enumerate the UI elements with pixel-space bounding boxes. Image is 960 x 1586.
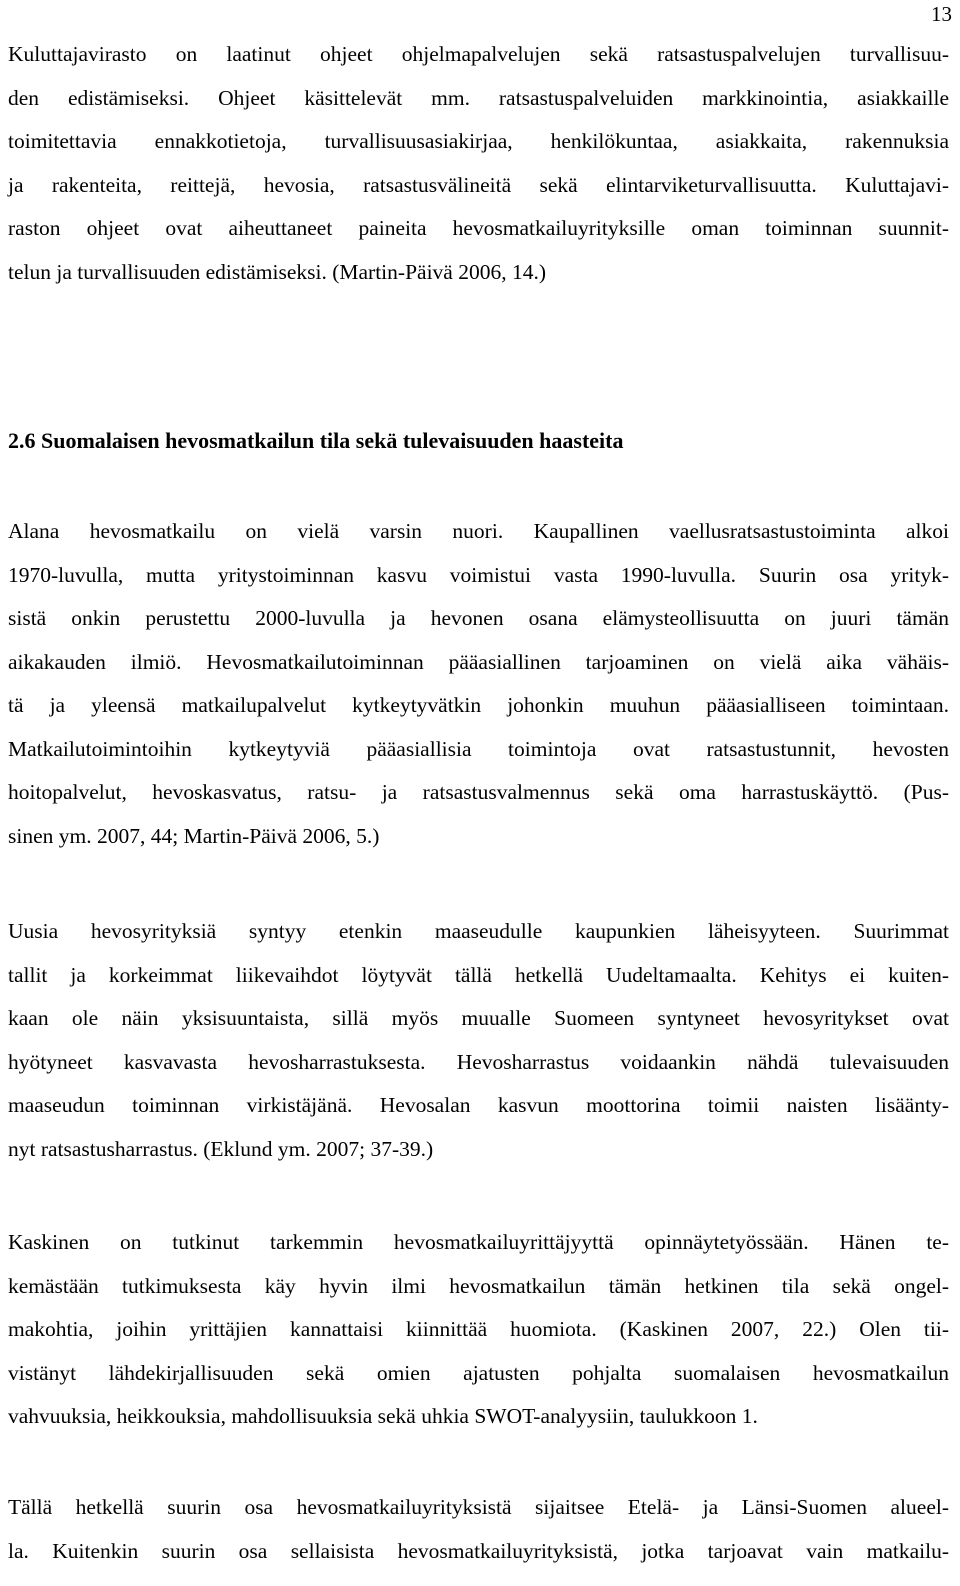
text-line: den edistämiseksi. Ohjeet käsittelevät mm. ratsastuspalveluiden markkinointia, asiakkaille: [8, 85, 949, 110]
text-line: Kaskinen on tutkinut tarkemmin hevosmatkailuyrittäjyyttä opinnäytetyössään. Hänen te-: [8, 1230, 949, 1254]
text-line: hoitopalvelut, hevoskasvatus, ratsu- ja ratsastusvalmennus sekä oma harrastuskäyttö. (Pus-: [8, 780, 949, 804]
text-line: tä ja yleensä matkailupalvelut kytkeytyvätkin johonkin muuhun pääasialliseen toimintaan.: [8, 693, 949, 717]
text-line: ja rakenteita, reittejä, hevosia, ratsastusvälineitä sekä elintarviketurvallisuutta. Kuluttajavi-: [8, 172, 949, 197]
text-line: makohtia, joihin yrittäjien kannattaisi kiinnittää huomiota. (Kaskinen 2007, 22.) Olen tii-: [8, 1317, 949, 1341]
text-line: vahvuuksia, heikkouksia, mahdollisuuksia sekä uhkia SWOT-analyysiin, taulukkoon 1.: [8, 1404, 758, 1428]
text-line: Alana hevosmatkailu on vielä varsin nuori. Kaupallinen vaellusratsastustoiminta alkoi: [8, 519, 949, 543]
text-line: kemästään tutkimuksesta käy hyvin ilmi hevosmatkailun tämän hetkinen tila sekä ongel-: [8, 1273, 949, 1298]
text-line: Uusia hevosyrityksiä syntyy etenkin maaseudulle kaupunkien läheisyyteen. Suurimmat: [8, 919, 949, 943]
paragraph-5: [8, 1486, 949, 1573]
text-line: aikakauden ilmiö. Hevosmatkailutoiminnan pääasiallinen tarjoaminen on vielä aika vähäis-: [8, 649, 949, 674]
text-line: Kuluttajavirasto on laatinut ohjeet ohjelmapalvelujen sekä ratsastuspalvelujen turvallisuu-: [8, 42, 949, 66]
text-line: Tällä hetkellä suurin osa hevosmatkailuyrityksistä sijaitsee Etelä- ja Länsi-Suomen alueel-: [8, 1495, 949, 1519]
text-line: maaseudun toiminnan virkistäjänä. Hevosalan kasvun moottorina toimii naisten lisäänty-: [8, 1093, 949, 1117]
text-line: sinen ym. 2007, 44; Martin-Päivä 2006, 5.): [8, 823, 380, 848]
text-line: sistä onkin perustettu 2000-luvulla ja hevonen osana elämysteollisuutta on juuri tämän: [8, 606, 949, 630]
paragraph-2: [8, 510, 949, 858]
page-number: 13: [931, 2, 952, 26]
text-line: nyt ratsastusharrastus. (Eklund ym. 2007; 37-39.): [8, 1136, 434, 1161]
text-line: kaan ole näin yksisuuntaista, sillä myös muualle Suomeen syntyneet hevosyritykset ovat: [8, 1006, 949, 1030]
text-line: vistänyt lähdekirjallisuuden sekä omien ajatusten pohjalta suomalaisen hevosmatkailun: [8, 1360, 949, 1385]
text-line: la. Kuitenkin suurin osa sellaisista hevosmatkailuyrityksistä, jotka tarjoavat vain matkailu-: [8, 1538, 949, 1563]
text-line: telun ja turvallisuuden edistämiseksi. (Martin-Päivä 2006, 14.): [8, 259, 546, 284]
text-line: raston ohjeet ovat aiheuttaneet paineita hevosmatkailuyrityksille oman toiminnan suunnit-: [8, 216, 949, 240]
paragraph-1: [8, 33, 949, 294]
text-line: toimitettavia ennakkotietoja, turvallisuusasiakirjaa, henkilökuntaa, asiakkaita, rakennuksia: [8, 129, 949, 153]
text-line: Matkailutoimintoihin kytkeytyviä pääasiallisia toimintoja ovat ratsastustunnit, hevosten: [8, 736, 949, 761]
paragraph-3: [8, 910, 949, 1171]
section-heading: 2.6 Suomalaisen hevosmatkailun tila sekä tulevaisuuden haasteita: [8, 428, 624, 453]
text-line: 1970-luvulla, mutta yritystoiminnan kasvu voimistui vasta 1990-luvulla. Suurin osa yrityk-: [8, 562, 949, 587]
paragraph-4: [8, 1221, 949, 1439]
text-line: hyötyneet kasvavasta hevosharrastuksesta. Hevosharrastus voidaankin nähdä tulevaisuuden: [8, 1049, 949, 1074]
text-line: tallit ja korkeimmat liikevaihdot löytyvät tällä hetkellä Uudeltamaalta. Kehitys ei kuiten-: [8, 962, 949, 987]
